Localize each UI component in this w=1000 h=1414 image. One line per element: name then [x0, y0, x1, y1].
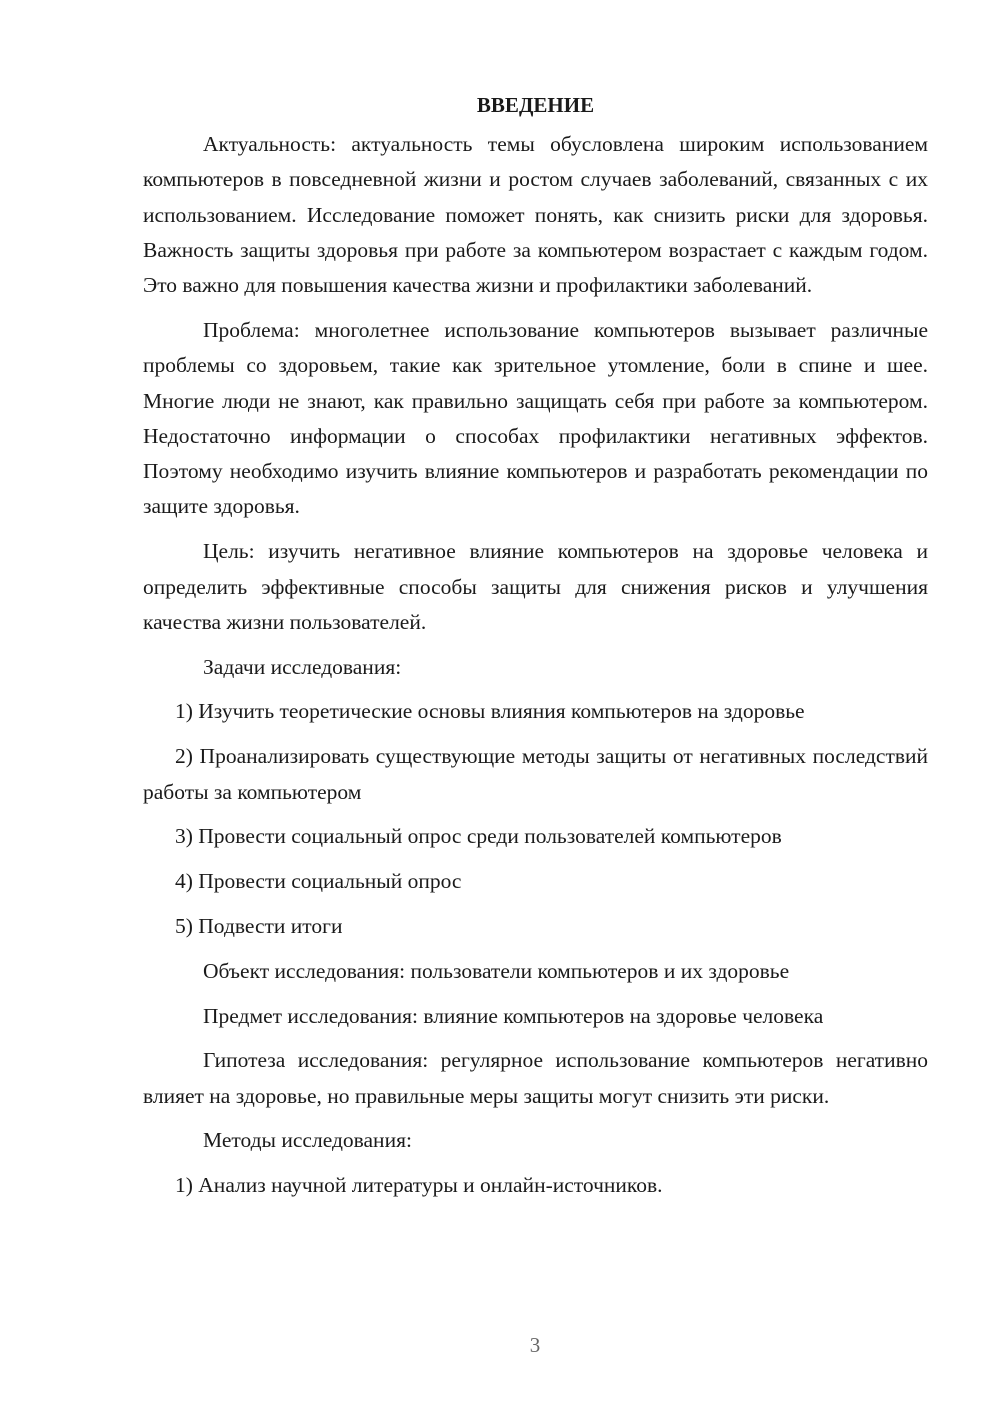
methods-heading: Методы исследования: — [203, 1128, 412, 1153]
subject-paragraph: Предмет исследования: влияние компьютеров на здоровье человека — [203, 1003, 824, 1028]
method-item: 1) Анализ научной литературы и онлайн-источников. — [175, 1173, 663, 1198]
problem-paragraph: Проблема: многолетнее использование компьютеров вызывает различные проблемы со здоровьем, такие как зрительное утомление, боли в спине и шее. Многие люди не знают, как правильно защищать себя при работе за компьютером. Недостаточно информации о способах профилактики негативных эффектов. Поэтому необходимо изучить влияние компьютеров и разработать рекомендации по защите здоровья. — [143, 317, 928, 519]
task-item: 2) Проанализировать существующие методы защиты от негативных последствий работы за компьютером — [143, 744, 928, 804]
relevance-paragraph: Актуальность: актуальность темы обусловлена широким использованием компьютеров в повседневной жизни и ростом случаев заболеваний, связанных с их использованием. Исследование поможет понять, как снизить риски для здоровья. Важность защиты здоровья при работе за компьютером возрастает с каждым годом. Это важно для повышения качества жизни и профилактики заболеваний. — [143, 132, 928, 298]
task-item: 3) Провести социальный опрос среди пользователей компьютеров — [175, 824, 782, 849]
task-item: 1) Изучить теоретические основы влияния компьютеров на здоровье — [175, 699, 805, 724]
object-paragraph: Объект исследования: пользователи компьютеров и их здоровье — [203, 958, 790, 983]
hypothesis-paragraph: Гипотеза исследования: регулярное использование компьютеров негативно влияет на здоровье, но правильные меры защиты могут снизить эти риски. — [143, 1048, 928, 1108]
task-item: 4) Провести социальный опрос — [175, 869, 462, 894]
document-page — [143, 90, 928, 1213]
page-number: 3 — [529, 1333, 541, 1357]
section-title: ВВЕДЕНИЕ — [476, 93, 595, 117]
tasks-heading: Задачи исследования: — [203, 654, 402, 679]
goal-paragraph: Цель: изучить негативное влияние компьютеров на здоровье человека и определить эффективные способы защиты для снижения рисков и улучшения качества жизни пользователей. — [143, 539, 928, 634]
task-item: 5) Подвести итоги — [175, 913, 343, 938]
